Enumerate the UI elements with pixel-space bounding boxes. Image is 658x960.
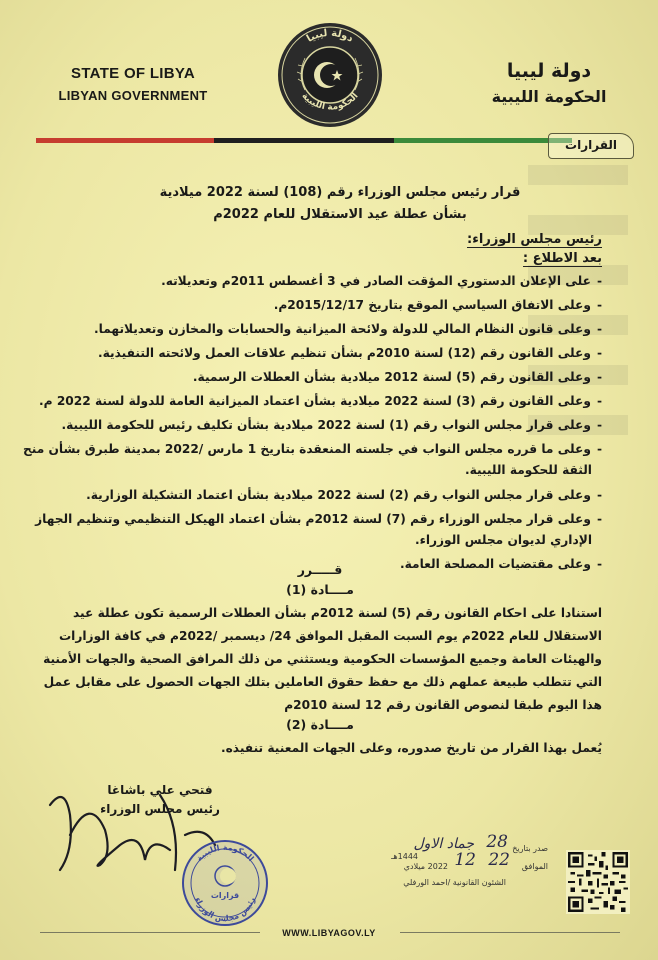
emblem-text-top: دولة ليبيا — [304, 27, 355, 45]
preamble-item-continued: الإداري لديوان مجلس الوزراء. — [414, 533, 592, 547]
section-tab-decisions: القرارات — [548, 133, 634, 159]
hijri-day: 28 — [486, 832, 508, 852]
date-label-corresponding: الموافق — [521, 862, 548, 871]
article2-heading: مــــادة (2) — [286, 717, 354, 732]
header-arabic — [474, 58, 624, 110]
article1-line: والهيئات العامة وجميع المؤسسات الحكومية ويستثني من ذلك المرافق الصحية والجهات الأمنية — [43, 652, 602, 666]
footer-website: WWW.LIBYAGOV.LY — [282, 928, 376, 938]
article1-heading: مــــادة (1) — [286, 582, 354, 597]
preamble-item: -وعلى القانون رقم (12) لسنة 2010م بشأن تنظيم علاقات العمل ولائحته التنفيذية. — [98, 346, 602, 360]
official-stamp-icon — [180, 838, 270, 928]
libya-emblem-icon — [275, 20, 385, 130]
article2-text: يُعمل بهذا القرار من تاريخ صدوره، وعلى الجهات المعنية تنفيذه. — [220, 741, 602, 755]
preamble-item: -وعلى قرار مجلس النواب رقم (1) لسنة 2022 ميلادية بشأن تكليف رئيس للحكومة الليبية. — [61, 418, 602, 432]
preamble-item-continued: الثقة للحكومة الليبية. — [464, 463, 592, 477]
authority-heading: رئيس مجلس الوزراء: — [467, 232, 602, 247]
date-label-issued: صدر بتاريخ — [512, 844, 548, 853]
preamble-item: -وعلى الاتفاق السياسي الموقع بتاريخ 2015/12/17م. — [273, 298, 602, 312]
preamble-item: -وعلى قرار مجلس الوزراء رقم (7) لسنة 2012م بشأن اعتماد الهيكل التنظيمي وتنظيم الجهاز — [35, 512, 602, 526]
header-en-state: STATE OF LIBYA — [71, 65, 195, 82]
greg-suffix: 2022 ميلادي — [403, 862, 448, 871]
header-en-government: LIBYAN GOVERNMENT — [58, 88, 208, 103]
header-ar-government: الحكومة الليبية — [491, 87, 607, 106]
issue-date-block — [380, 832, 550, 918]
header-english — [58, 63, 208, 107]
preamble-item: -وعلى مقتضيات المصلحة العامة. — [400, 557, 602, 571]
qr-code-icon — [566, 850, 630, 914]
after-review-heading: بعد الاطلاع : — [522, 251, 602, 266]
stamp-text-middle: قرارات — [210, 891, 240, 900]
preamble-item: -وعلى قرار مجلس النواب رقم (2) لسنة 2022 ميلادية بشأن اعتماد التشكيلة الوزارية. — [86, 488, 602, 502]
article1-line: الاستقلال للعام 2022م يوم السبت المقبل الموافق 24/ ديسمبر /2022م في كافة الوزارات — [58, 629, 602, 643]
decree-title-line1: قرار رئيس مجلس الوزراء رقم (108) لسنة 2022 ميلادية — [159, 185, 521, 200]
preamble-item: -على الإعلان الدستوري المؤقت الصادر في 3 أغسطس 2011م وتعديلاته. — [161, 274, 602, 288]
legal-affairs-line: الشئون القانونية /احمد الورفلي — [403, 878, 506, 887]
stamp-text-top: الحكومة الليبية — [194, 842, 256, 864]
stamp-text-bottom: رئيس مجلس الوزراء — [193, 896, 257, 924]
preamble-item: -وعلى القانون رقم (5) لسنة 2012 ميلادية بشأن العطلات الرسمية. — [192, 370, 602, 384]
article1-line: استنادا على احكام القانون رقم (5) لسنة 2012م بشأن العطلات الرسمية تكون عطلة عيد — [72, 606, 602, 620]
article1-line: هذا اليوم طبقا لنصوص القانون رقم 12 لسنة 2010م — [284, 698, 602, 712]
hijri-month: جماد الاول — [413, 836, 474, 852]
preamble-item: -وعلى القانون رقم (3) لسنة 2022 ميلادية بشأن اعتماد الميزانية العامة للدولة لسنة 2022 م. — [39, 394, 602, 408]
signatory-title: رئيس مجلس الوزراء — [100, 802, 220, 816]
hijri-suffix: 1444هـ — [391, 852, 418, 861]
signatory-name: فتحي علي باشاغا — [107, 783, 213, 797]
emblem-text-bottom: الحكومة الليبية — [299, 91, 361, 113]
greg-day: 22 — [488, 850, 510, 870]
preamble-item: -وعلى ما قرره مجلس النواب في جلسته المنعقدة بتاريخ 1 مارس /2022 بمدينة طبرق بشأن منح — [22, 442, 602, 456]
preamble-item: -وعلى قانون النظام المالي للدولة ولائحة الميزانية والحسابات والمخازن وتعديلاتهما. — [94, 322, 602, 336]
article1-line: التي تتطلب طبيعة عملهم ذلك مع حفظ حقوق العاملين بتلك الجهات الحصول على مقابل عمل — [43, 675, 602, 689]
greg-month: 12 — [454, 850, 476, 870]
header-ar-state: دولة ليبيا — [506, 60, 592, 82]
decision-heading: قـــــرر — [297, 562, 343, 577]
decree-title-line2: بشأن عطلة عيد الاستقلال للعام 2022م — [213, 207, 467, 222]
header-flag-rule — [36, 138, 572, 143]
